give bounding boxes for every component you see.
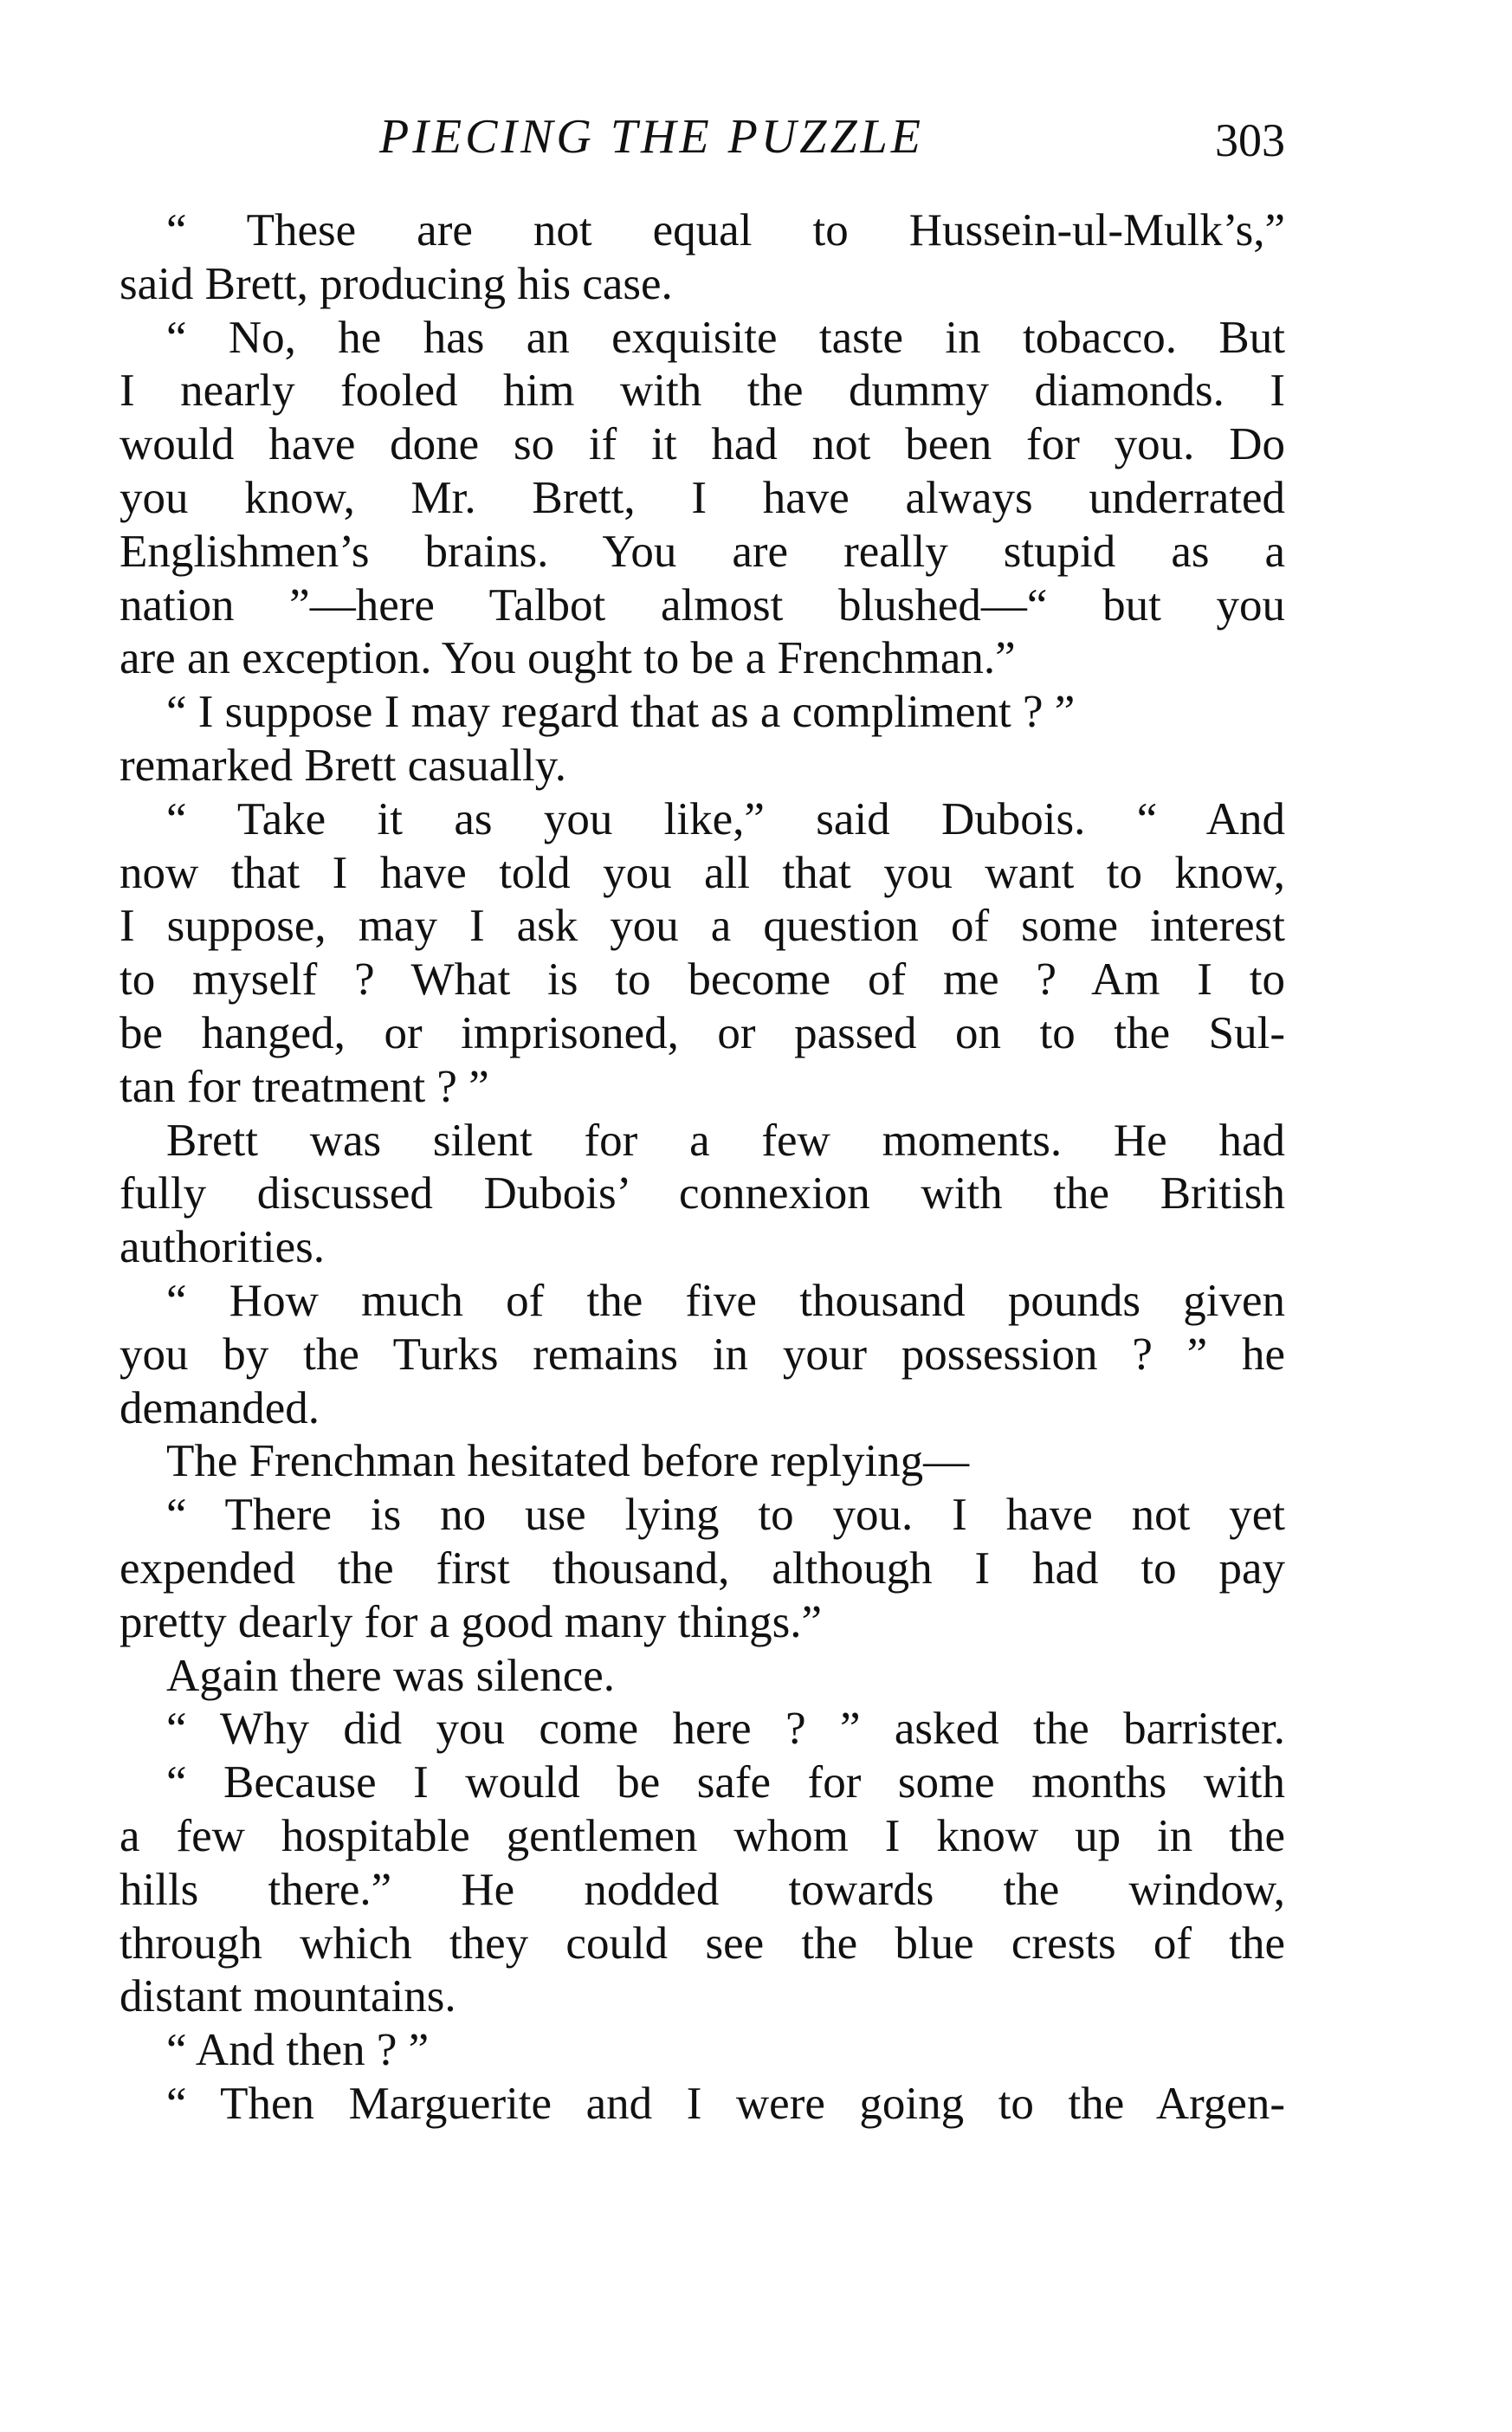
text-line: “ And then ? ” (166, 2025, 430, 2076)
text-line: The Frenchman hesitated before replying— (166, 1436, 970, 1487)
text-line: “ How much of the five thousand pounds given (166, 1275, 1285, 1326)
text-line: “ Because I would be safe for some months with (166, 1757, 1285, 1808)
text-line: Brett was silent for a few moments. He had (166, 1115, 1285, 1166)
text-line: “ These are not equal to Hussein-ul-Mulk’s,” (166, 205, 1285, 255)
page-header (120, 102, 1285, 171)
text-line: “ I suppose I may regard that as a compliment ? ” (166, 687, 1076, 738)
text-line: authorities. (120, 1222, 325, 1273)
text-line: be hanged, or imprisoned, or passed on to the Sul- (120, 1007, 1285, 1058)
text-line: “ Why did you come here ? ” asked the barrister. (166, 1704, 1285, 1755)
text-line: a few hospitable gentlemen whom I know up in the (120, 1810, 1285, 1861)
text-line: are an exception. You ought to be a Frenchman.” (120, 633, 1016, 684)
text-line: fully discussed Dubois’ connexion with the British (120, 1168, 1285, 1219)
text-line: now that I have told you all that you want to know, (120, 847, 1285, 898)
text-line: you know, Mr. Brett, I have always underrated (120, 472, 1285, 523)
text-line: through which they could see the blue crests of the (120, 1918, 1285, 1969)
text-line: tan for treatment ? ” (120, 1061, 489, 1112)
text-line: I nearly fooled him with the dummy diamonds. I (120, 365, 1285, 417)
text-line: “ Then Marguerite and I were going to the Argen- (166, 2078, 1285, 2129)
text-line: hills there.” He nodded towards the window, (120, 1864, 1285, 1915)
text-line: would have done so if it had not been for you. Do (120, 419, 1285, 470)
text-line: demanded. (120, 1382, 320, 1433)
text-line: Englishmen’s brains. You are really stupid as a (120, 526, 1285, 577)
text-line: distant mountains. (120, 1971, 456, 2022)
text-line: Again there was silence. (166, 1650, 616, 1701)
page-number: 303 (1215, 114, 1285, 166)
running-title: PIECING THE PUZZLE (379, 110, 924, 164)
text-line: remarked Brett casually. (120, 740, 567, 791)
text-line: nation ”—here Talbot almost blushed—“ but you (120, 579, 1285, 631)
text-line: pretty dearly for a good many things.” (120, 1596, 822, 1647)
text-line: said Brett, producing his case. (120, 258, 673, 309)
body-text (120, 204, 1285, 2131)
text-line: to myself ? What is to become of me ? Am I to (120, 954, 1285, 1006)
text-line: “ No, he has an exquisite taste in tobacco. But (166, 312, 1285, 363)
text-line: “ Take it as you like,” said Dubois. “ And (166, 793, 1285, 844)
text-line: “ There is no use lying to you. I have not yet (166, 1490, 1285, 1541)
text-line: expended the first thousand, although I had to pay (120, 1543, 1285, 1594)
text-line: you by the Turks remains in your possession ? ” he (120, 1329, 1285, 1380)
text-line: I suppose, may I ask you a question of some interest (120, 901, 1285, 952)
